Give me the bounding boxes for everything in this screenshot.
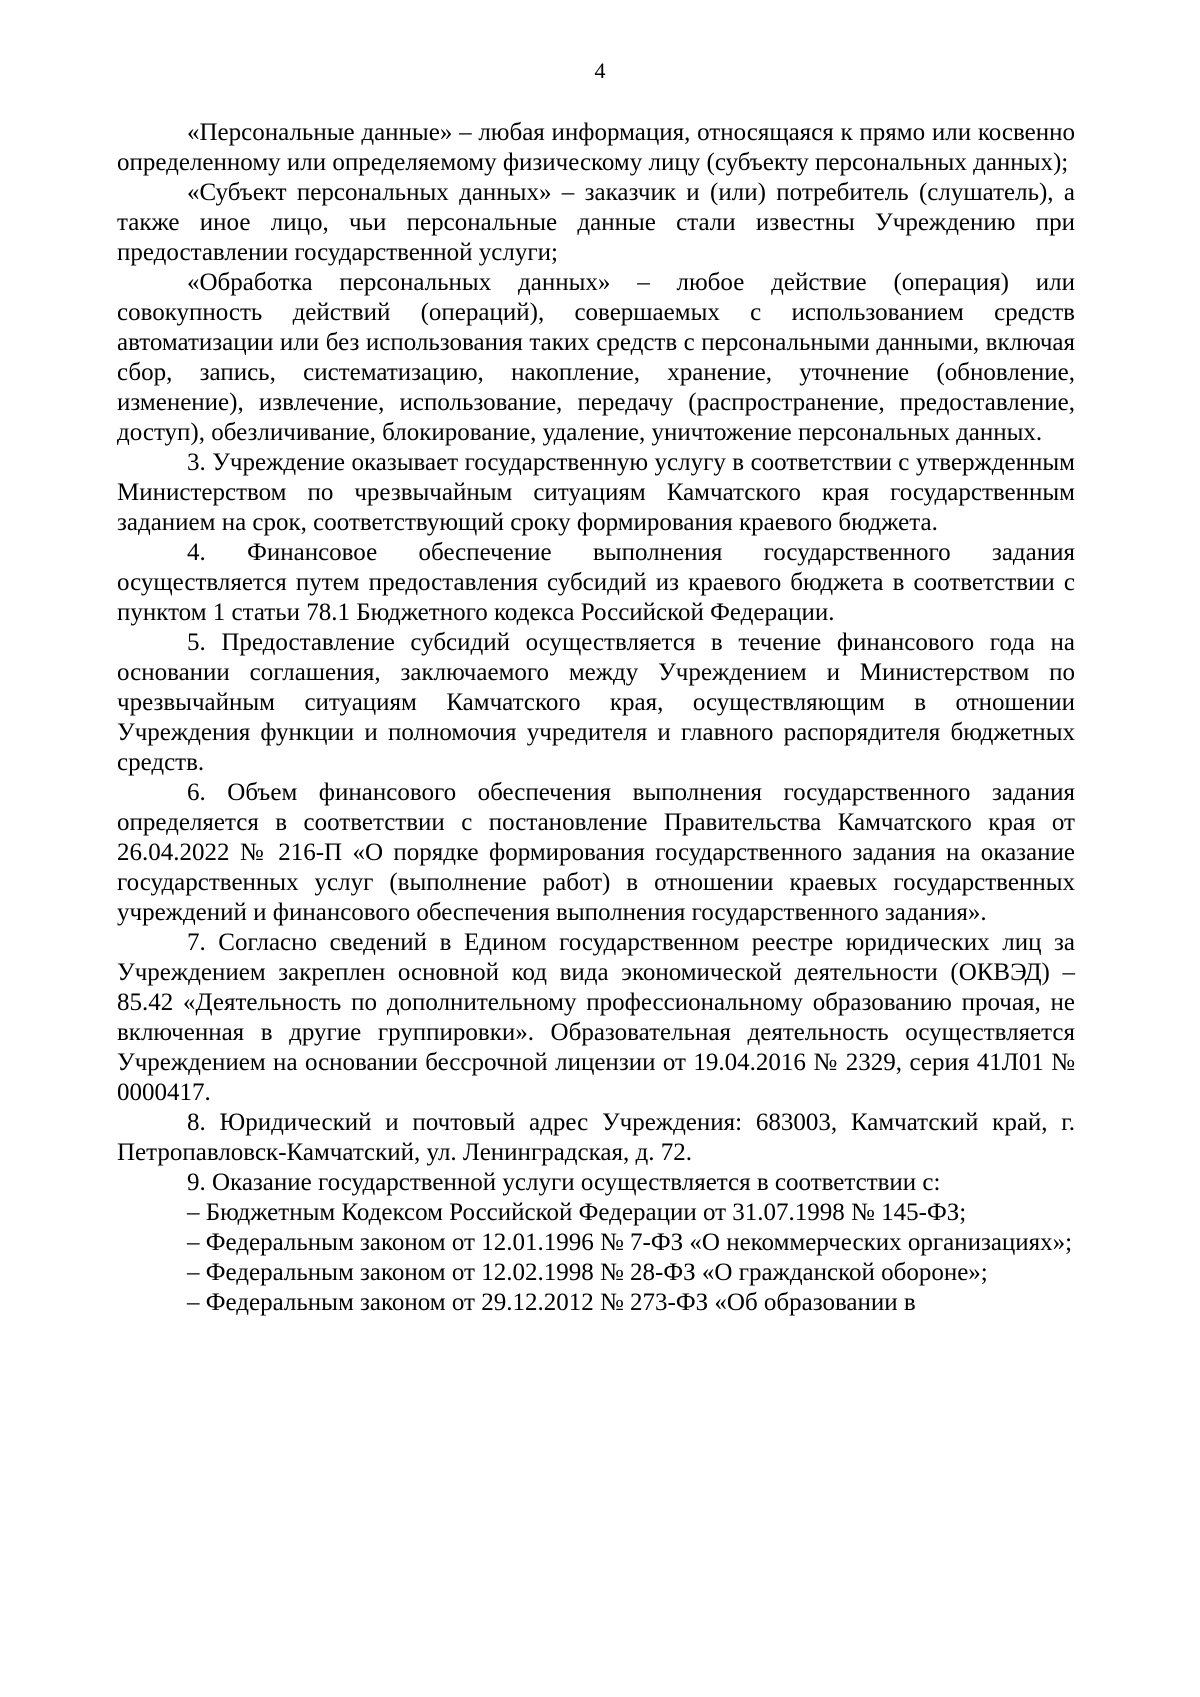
- paragraph-personal-data-definition: «Персональные данные» – любая информация, относящаяся к прямо или косвенно определенному или определяемому физическому лицу (субъекту персональных данных);: [117, 119, 1075, 176]
- paragraph-clause-4: 4. Финансовое обеспечение выполнения государственного задания осуществляется путем предоставления субсидий из краевого бюджета в соответствии с пунктом 1 статьи 78.1 Бюджетного кодекса Российской Федерации.: [117, 539, 1075, 626]
- paragraph-clause-9: 9. Оказание государственной услуги осуществляется в соответствии с:: [187, 1169, 941, 1196]
- paragraph-clause-8: 8. Юридический и почтовый адрес Учреждения: 683003, Камчатский край, г. Петропавловск-Камчатский, ул. Ленинградская, д. 72.: [117, 1109, 1075, 1166]
- paragraph-data-subject-definition: «Субъект персональных данных» – заказчик и (или) потребитель (слушатель), а также иное лицо, чьи персональные данные стали известны Учреждению при предоставлении государственной услуги;: [117, 179, 1075, 266]
- paragraph-data-processing-definition: «Обработка персональных данных» – любое действие (операция) или совокупность действий (операций), совершаемых с использованием средств автоматизации или без использования таких средств с персональными данными, включая сбор, запись, систематизацию, накопление, хранение, уточнение (обновление, изменение), извлечение, использование, передачу (распространение, предоставление, доступ), обезличивание, блокирование, удаление, уничтожение персональных данных.: [117, 269, 1075, 446]
- list-item-budget-code: – Бюджетным Кодексом Российской Федерации от 31.07.1998 № 145-ФЗ;: [187, 1199, 967, 1226]
- page-number: 4: [594, 58, 606, 83]
- list-item-nonprofit-law: – Федеральным законом от 12.01.1996 № 7-ФЗ «О некоммерческих организациях»;: [187, 1229, 1073, 1256]
- document-body: [117, 118, 1075, 1318]
- paragraph-clause-5: 5. Предоставление субсидий осуществляется в течение финансового года на основании соглашения, заключаемого между Учреждением и Министерством по чрезвычайным ситуациям Камчатского края, осуществляющим в отношении Учреждения функции и полномочия учредителя и главного распорядителя бюджетных средств.: [117, 629, 1075, 776]
- list-item-civil-defense-law: – Федеральным законом от 12.02.1998 № 28-ФЗ «О гражданской обороне»;: [187, 1259, 988, 1286]
- paragraph-clause-7: 7. Согласно сведений в Едином государственном реестре юридических лиц за Учреждением закреплен основной код вида экономической деятельности (ОКВЭД) – 85.42 «Деятельность по дополнительному профессиональному образованию прочая, не включенная в другие группировки». Образовательная деятельность осуществляется Учреждением на основании бессрочной лицензии от 19.04.2016 № 2329, серия 41Л01 № 0000417.: [117, 929, 1075, 1106]
- paragraph-clause-6: 6. Объем финансового обеспечения выполнения государственного задания определяется в соответствии с постановление Правительства Камчатского края от 26.04.2022 № 216-П «О порядке формирования государственного задания на оказание государственных услуг (выполнение работ) в отношении краевых государственных учреждений и финансового обеспечения выполнения государственного задания».: [117, 779, 1075, 926]
- list-item-education-law: – Федеральным законом от 29.12.2012 № 273-ФЗ «Об образовании в: [187, 1289, 916, 1316]
- paragraph-clause-3: 3. Учреждение оказывает государственную услугу в соответствии с утвержденным Министерством по чрезвычайным ситуациям Камчатского края государственным заданием на срок, соответствующий сроку формирования краевого бюджета.: [117, 449, 1075, 536]
